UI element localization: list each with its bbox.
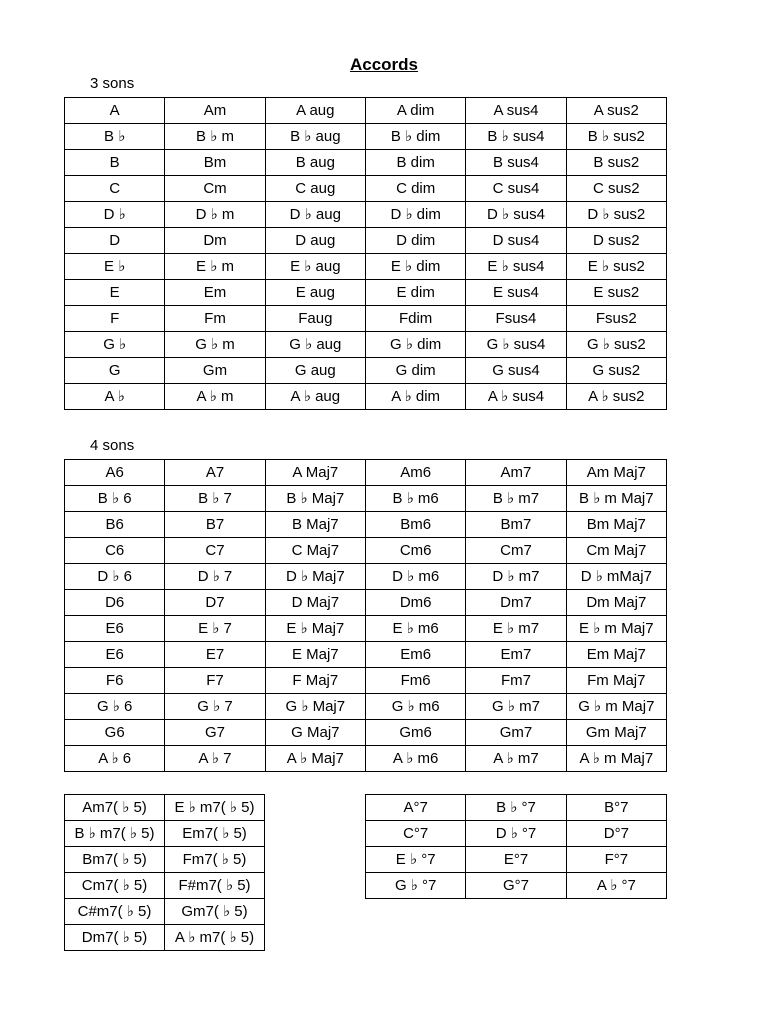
chord-cell: C°7 xyxy=(366,821,466,847)
table-row xyxy=(65,124,667,150)
chord-cell: Bm Maj7 xyxy=(566,512,666,538)
chord-cell: D ♭ aug xyxy=(265,202,365,228)
chord-cell: D ♭ °7 xyxy=(466,821,566,847)
table-row xyxy=(65,384,667,410)
chord-cell: G°7 xyxy=(466,873,566,899)
chord-cell: Gm xyxy=(165,358,265,384)
table-row xyxy=(65,821,265,847)
chord-cell: G ♭ dim xyxy=(365,332,465,358)
table-row xyxy=(65,280,667,306)
chord-cell: E ♭ m7 xyxy=(466,616,566,642)
chord-cell: E sus4 xyxy=(466,280,566,306)
chord-cell: G ♭ xyxy=(65,332,165,358)
chord-cell: D ♭ sus4 xyxy=(466,202,566,228)
table-row xyxy=(65,694,667,720)
chord-cell: B sus4 xyxy=(466,150,566,176)
chord-cell: Cm7( ♭ 5) xyxy=(65,873,165,899)
chord-cell: D sus2 xyxy=(566,228,666,254)
chord-cell: C Maj7 xyxy=(265,538,365,564)
chord-cell: Fm6 xyxy=(365,668,465,694)
four-sons-label: 4 sons xyxy=(90,437,135,454)
table-row xyxy=(65,538,667,564)
chord-cell: B ♭ Maj7 xyxy=(265,486,365,512)
table-row xyxy=(366,847,667,873)
chord-cell: B ♭ m6 xyxy=(365,486,465,512)
chord-cell: Dm Maj7 xyxy=(566,590,666,616)
table-row xyxy=(65,564,667,590)
chord-cell: E aug xyxy=(265,280,365,306)
chord-cell: B ♭ aug xyxy=(265,124,365,150)
chord-cell: Em xyxy=(165,280,265,306)
chord-cell: Cm6 xyxy=(365,538,465,564)
chord-cell: A ♭ aug xyxy=(265,384,365,410)
chord-cell: Fm7 xyxy=(466,668,566,694)
chord-cell: D ♭ dim xyxy=(365,202,465,228)
chord-cell: A°7 xyxy=(366,795,466,821)
chord-cell: D ♭ mMaj7 xyxy=(566,564,666,590)
chord-cell: A ♭ sus2 xyxy=(566,384,666,410)
chord-cell: A aug xyxy=(265,98,365,124)
chord-cell: Gm6 xyxy=(365,720,465,746)
page-title: Accords xyxy=(349,55,419,74)
chord-cell: E ♭ sus4 xyxy=(466,254,566,280)
three-note-chords-table xyxy=(64,97,667,410)
chord-cell: E ♭ 7 xyxy=(165,616,265,642)
chord-cell: B ♭ sus2 xyxy=(566,124,666,150)
chord-cell: E dim xyxy=(365,280,465,306)
chord-cell: B aug xyxy=(265,150,365,176)
chord-cell: A6 xyxy=(65,460,165,486)
chord-cell: Fsus2 xyxy=(566,306,666,332)
chord-cell: F xyxy=(65,306,165,332)
chord-cell: D Maj7 xyxy=(265,590,365,616)
chord-cell: G ♭ m xyxy=(165,332,265,358)
chord-cell: Fm7( ♭ 5) xyxy=(165,847,265,873)
chord-cell: A ♭ m6 xyxy=(365,746,465,772)
chord-cell: G ♭ sus4 xyxy=(466,332,566,358)
chord-cell: B ♭ dim xyxy=(365,124,465,150)
chord-cell: D°7 xyxy=(566,821,666,847)
chord-cell: Dm7 xyxy=(466,590,566,616)
chord-cell: C6 xyxy=(65,538,165,564)
chord-cell: Em7 xyxy=(466,642,566,668)
chord-cell: B ♭ sus4 xyxy=(466,124,566,150)
table-row xyxy=(65,358,667,384)
chord-cell: G ♭ Maj7 xyxy=(265,694,365,720)
table-row xyxy=(65,925,265,951)
chord-cell: C xyxy=(65,176,165,202)
chord-cell: C sus4 xyxy=(466,176,566,202)
table-row xyxy=(65,98,667,124)
chord-cell: A ♭ xyxy=(65,384,165,410)
chord-cell: E ♭ m6 xyxy=(365,616,465,642)
chord-cell: Fm xyxy=(165,306,265,332)
table-row xyxy=(366,821,667,847)
chord-cell: C sus2 xyxy=(566,176,666,202)
chord-cell: A xyxy=(65,98,165,124)
chord-cell: Dm6 xyxy=(365,590,465,616)
chord-cell: E ♭ m xyxy=(165,254,265,280)
chord-cell: E7 xyxy=(165,642,265,668)
chord-cell: B ♭ xyxy=(65,124,165,150)
chord-cell: D dim xyxy=(365,228,465,254)
chord-cell: G6 xyxy=(65,720,165,746)
chord-cell: Em Maj7 xyxy=(566,642,666,668)
chord-cell: A sus2 xyxy=(566,98,666,124)
chord-cell: G ♭ sus2 xyxy=(566,332,666,358)
chord-cell: Fdim xyxy=(365,306,465,332)
table-row xyxy=(65,306,667,332)
chord-cell: D ♭ Maj7 xyxy=(265,564,365,590)
table-row xyxy=(65,176,667,202)
table-row xyxy=(65,228,667,254)
chord-cell: E6 xyxy=(65,616,165,642)
chord-cell: B°7 xyxy=(566,795,666,821)
chord-cell: G ♭ 7 xyxy=(165,694,265,720)
table-row xyxy=(65,254,667,280)
chord-cell: D ♭ 6 xyxy=(65,564,165,590)
chord-cell: E ♭ m7( ♭ 5) xyxy=(165,795,265,821)
chord-cell: Bm7 xyxy=(466,512,566,538)
chord-cell: D ♭ 7 xyxy=(165,564,265,590)
table-row xyxy=(65,899,265,925)
chord-cell: B ♭ m xyxy=(165,124,265,150)
chord-cell: Cm xyxy=(165,176,265,202)
chord-cell: Faug xyxy=(265,306,365,332)
chord-cell: Fsus4 xyxy=(466,306,566,332)
chord-cell: D ♭ sus2 xyxy=(566,202,666,228)
chord-cell: Bm7( ♭ 5) xyxy=(65,847,165,873)
chord-cell: Em6 xyxy=(365,642,465,668)
table-row xyxy=(65,332,667,358)
chord-cell: Gm Maj7 xyxy=(566,720,666,746)
table-row xyxy=(65,795,265,821)
chord-cell: A ♭ 7 xyxy=(165,746,265,772)
chord-cell: G ♭ m6 xyxy=(365,694,465,720)
chord-cell: A ♭ 6 xyxy=(65,746,165,772)
table-row xyxy=(65,616,667,642)
chord-cell: G ♭ aug xyxy=(265,332,365,358)
chord-cell: B ♭ m Maj7 xyxy=(566,486,666,512)
chord-cell: E Maj7 xyxy=(265,642,365,668)
chord-cell: A7 xyxy=(165,460,265,486)
chord-cell: B xyxy=(65,150,165,176)
table-row xyxy=(65,202,667,228)
chord-cell: E6 xyxy=(65,642,165,668)
chord-cell: G ♭ 6 xyxy=(65,694,165,720)
three-sons-label: 3 sons xyxy=(90,75,135,92)
chord-cell: D ♭ m xyxy=(165,202,265,228)
chord-cell: B ♭ 6 xyxy=(65,486,165,512)
table-row xyxy=(65,746,667,772)
chord-cell: B dim xyxy=(365,150,465,176)
chord-cell: A ♭ dim xyxy=(365,384,465,410)
chord-cell: Cm Maj7 xyxy=(566,538,666,564)
chord-cell: G ♭ m Maj7 xyxy=(566,694,666,720)
chord-cell: B ♭ m7 xyxy=(466,486,566,512)
table-row xyxy=(65,150,667,176)
chord-cell: B ♭ 7 xyxy=(165,486,265,512)
half-diminished-chords-table xyxy=(64,794,265,951)
chord-cell: A ♭ °7 xyxy=(566,873,666,899)
chord-cell: D ♭ xyxy=(65,202,165,228)
table-row xyxy=(65,873,265,899)
chord-cell: F#m7( ♭ 5) xyxy=(165,873,265,899)
chord-cell: Am xyxy=(165,98,265,124)
chord-cell: B sus2 xyxy=(566,150,666,176)
chord-cell: B Maj7 xyxy=(265,512,365,538)
chord-cell: G Maj7 xyxy=(265,720,365,746)
chord-cell: Am6 xyxy=(365,460,465,486)
chord-cell: F6 xyxy=(65,668,165,694)
chord-cell: Em7( ♭ 5) xyxy=(165,821,265,847)
chord-cell: A Maj7 xyxy=(265,460,365,486)
chord-cell: Dm7( ♭ 5) xyxy=(65,925,165,951)
table-row xyxy=(65,512,667,538)
chord-cell: A ♭ m7 xyxy=(466,746,566,772)
chord-cell: G sus2 xyxy=(566,358,666,384)
chord-cell: D aug xyxy=(265,228,365,254)
chord-cell: Am7 xyxy=(466,460,566,486)
diminished-seventh-chords-table xyxy=(365,794,667,899)
chord-cell: G ♭ m7 xyxy=(466,694,566,720)
chord-cell: Bm xyxy=(165,150,265,176)
chord-cell: E°7 xyxy=(466,847,566,873)
chord-cell: A sus4 xyxy=(466,98,566,124)
chord-cell: F Maj7 xyxy=(265,668,365,694)
chord-cell: C dim xyxy=(365,176,465,202)
chord-cell: E ♭ aug xyxy=(265,254,365,280)
chord-cell: D sus4 xyxy=(466,228,566,254)
chord-cell: G7 xyxy=(165,720,265,746)
chord-cell: E ♭ °7 xyxy=(366,847,466,873)
table-row xyxy=(366,873,667,899)
chord-cell: E ♭ xyxy=(65,254,165,280)
chord-cell: D xyxy=(65,228,165,254)
chord-cell: A ♭ m7( ♭ 5) xyxy=(165,925,265,951)
chord-cell: E ♭ m Maj7 xyxy=(566,616,666,642)
chord-cell: E xyxy=(65,280,165,306)
chord-cell: C#m7( ♭ 5) xyxy=(65,899,165,925)
chord-cell: Gm7( ♭ 5) xyxy=(165,899,265,925)
chord-cell: B7 xyxy=(165,512,265,538)
chord-cell: Bm6 xyxy=(365,512,465,538)
chord-cell: B ♭ °7 xyxy=(466,795,566,821)
chord-cell: D7 xyxy=(165,590,265,616)
chord-cell: Dm xyxy=(165,228,265,254)
chord-cell: F7 xyxy=(165,668,265,694)
chord-cell: B ♭ m7( ♭ 5) xyxy=(65,821,165,847)
chord-cell: A ♭ sus4 xyxy=(466,384,566,410)
chord-cell: Am Maj7 xyxy=(566,460,666,486)
table-row xyxy=(366,795,667,821)
table-row xyxy=(65,460,667,486)
table-row xyxy=(65,668,667,694)
chord-cell: E ♭ sus2 xyxy=(566,254,666,280)
chord-cell: D ♭ m6 xyxy=(365,564,465,590)
table-row xyxy=(65,590,667,616)
chord-cell: D ♭ m7 xyxy=(466,564,566,590)
chord-cell: A ♭ m xyxy=(165,384,265,410)
chord-cell: E sus2 xyxy=(566,280,666,306)
four-note-chords-table xyxy=(64,459,667,772)
chord-cell: C aug xyxy=(265,176,365,202)
chord-cell: G xyxy=(65,358,165,384)
chord-cell: Am7( ♭ 5) xyxy=(65,795,165,821)
chord-cell: Fm Maj7 xyxy=(566,668,666,694)
chord-cell: A ♭ Maj7 xyxy=(265,746,365,772)
chord-cell: G dim xyxy=(365,358,465,384)
chord-cell: A ♭ m Maj7 xyxy=(566,746,666,772)
table-row xyxy=(65,847,265,873)
chord-cell: Gm7 xyxy=(466,720,566,746)
chord-cell: E ♭ dim xyxy=(365,254,465,280)
chord-cell: G sus4 xyxy=(466,358,566,384)
chord-cell: C7 xyxy=(165,538,265,564)
chord-cell: A dim xyxy=(365,98,465,124)
chord-cell: G aug xyxy=(265,358,365,384)
table-row xyxy=(65,642,667,668)
chord-cell: B6 xyxy=(65,512,165,538)
table-row xyxy=(65,486,667,512)
chord-cell: F°7 xyxy=(566,847,666,873)
table-row xyxy=(65,720,667,746)
chord-cell: E ♭ Maj7 xyxy=(265,616,365,642)
chord-cell: D6 xyxy=(65,590,165,616)
chord-cell: G ♭ °7 xyxy=(366,873,466,899)
chord-cell: Cm7 xyxy=(466,538,566,564)
